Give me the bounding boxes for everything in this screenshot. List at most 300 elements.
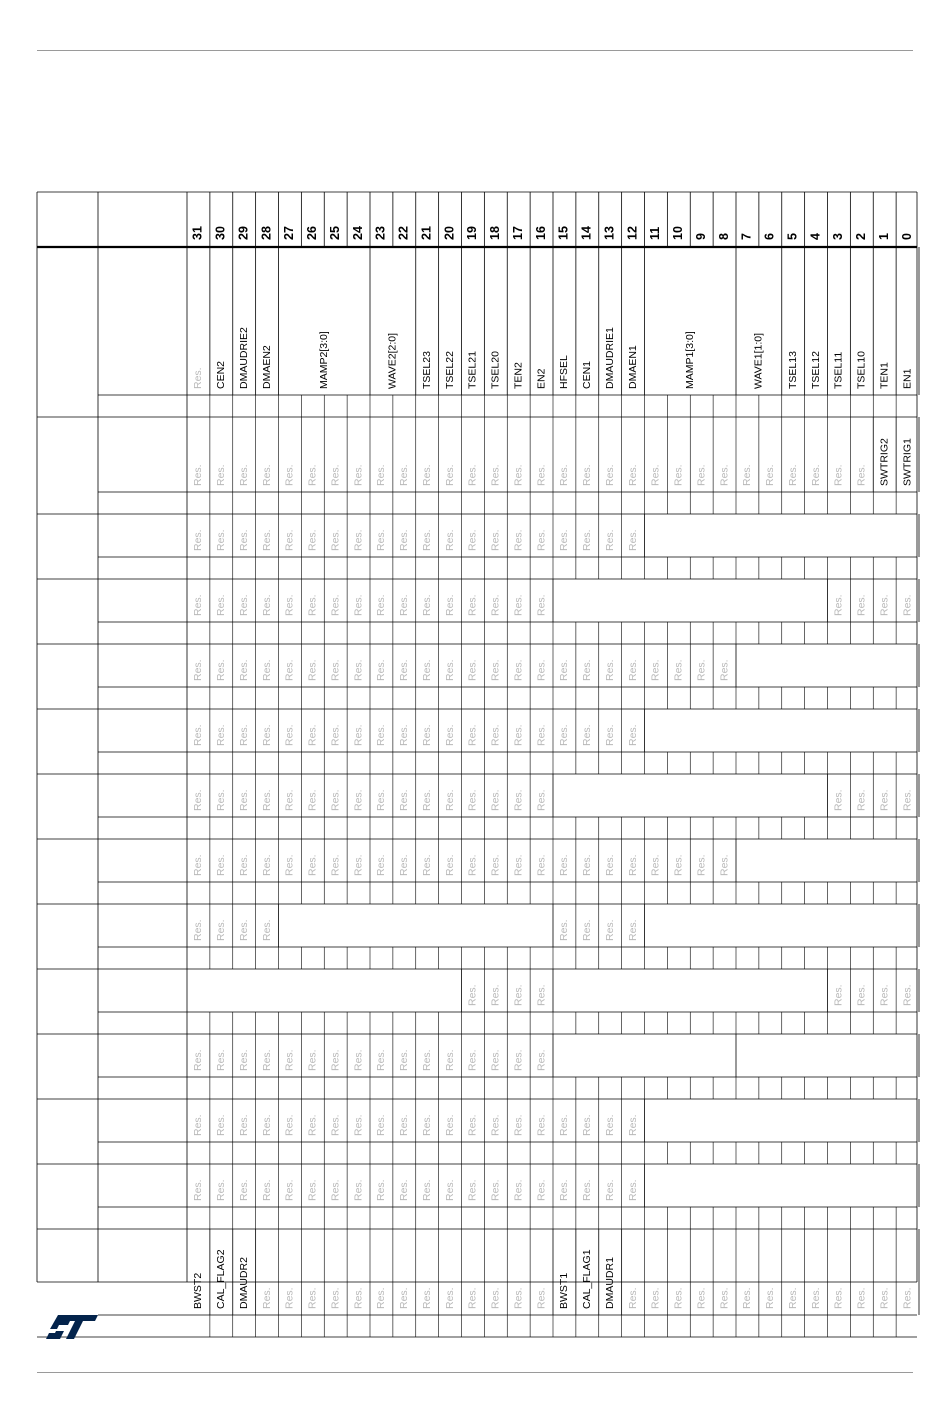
- reserved-bit-30: Res.: [215, 724, 228, 746]
- bit-number-28: 28: [259, 226, 274, 240]
- reserved-bit-17: Res.: [512, 854, 525, 876]
- reserved-bit-18: Res.: [489, 724, 502, 746]
- reserved-bit-21: Res.: [420, 1287, 433, 1309]
- reserved-bit-23: Res.: [375, 1114, 388, 1136]
- reserved-bit-18: Res.: [489, 789, 502, 811]
- reserved-bit-22: Res.: [398, 529, 411, 551]
- reserved-bit-2: Res.: [855, 1287, 868, 1309]
- reserved-bit-28: Res.: [260, 594, 273, 616]
- field-tsel10: TSEL10: [855, 351, 868, 389]
- field-cen1: CEN1: [581, 360, 594, 389]
- reserved-bit-21: Res.: [420, 1049, 433, 1071]
- st-logo-icon: [44, 1312, 100, 1342]
- field-en2: EN2: [535, 368, 548, 389]
- field-tsel12: TSEL12: [809, 351, 822, 389]
- reserved-bit-19: Res.: [466, 1114, 479, 1136]
- reserved-bit-22: Res.: [398, 1049, 411, 1071]
- reserved-bit-26: Res.: [306, 1049, 319, 1071]
- reserved-bit-20: Res.: [443, 659, 456, 681]
- reserved-bit-16: Res.: [535, 464, 548, 486]
- reserved-bit-16: Res.: [535, 984, 548, 1006]
- reserved-bit-22: Res.: [398, 1114, 411, 1136]
- reserved-bit-19: Res.: [466, 464, 479, 486]
- reserved-bit-16: Res.: [535, 1114, 548, 1136]
- field-dmaen1: DMAEN1: [626, 345, 639, 389]
- reserved-bit-13: Res.: [603, 919, 616, 941]
- reserved-bit-16: Res.: [535, 1049, 548, 1071]
- field-tsel13: TSEL13: [786, 351, 799, 389]
- header-rule: [37, 50, 913, 51]
- reserved-bit-24: Res.: [352, 1049, 365, 1071]
- reserved-bit-13: Res.: [603, 1179, 616, 1201]
- reserved-bit-14: Res.: [581, 529, 594, 551]
- reserved-bit-16: Res.: [535, 1179, 548, 1201]
- reserved-bit-21: Res.: [420, 659, 433, 681]
- reserved-bit-13: Res.: [603, 464, 616, 486]
- reserved-bit-3: Res.: [832, 789, 845, 811]
- reserved-bit-21: Res.: [420, 464, 433, 486]
- reserved-bit-23: Res.: [375, 464, 388, 486]
- reserved-bit-22: Res.: [398, 789, 411, 811]
- reserved-bit-31: Res.: [192, 854, 205, 876]
- reserved-bit-27: Res.: [283, 1049, 296, 1071]
- reserved-bit-27: Res.: [283, 724, 296, 746]
- bit-number-27: 27: [282, 226, 297, 240]
- reserved-bit-19: Res.: [466, 594, 479, 616]
- reserved-bit-16: Res.: [535, 724, 548, 746]
- reserved-bit-12: Res.: [626, 1287, 639, 1309]
- reserved-bit-18: Res.: [489, 1049, 502, 1071]
- reserved-bit-31: Res.: [192, 1114, 205, 1136]
- bit-number-13: 13: [602, 226, 617, 240]
- reserved-bit-3: Res.: [832, 464, 845, 486]
- reserved-bit-25: Res.: [329, 1287, 342, 1309]
- reserved-bit-2: Res.: [855, 789, 868, 811]
- reserved-bit-17: Res.: [512, 659, 525, 681]
- field-res: Res.: [192, 367, 205, 389]
- reserved-bit-16: Res.: [535, 594, 548, 616]
- reserved-bit-14: Res.: [581, 919, 594, 941]
- reserved-bit-30: Res.: [215, 789, 228, 811]
- bit-number-3: 3: [831, 233, 846, 240]
- reserved-bit-20: Res.: [443, 1114, 456, 1136]
- reserved-bit-16: Res.: [535, 529, 548, 551]
- reserved-bit-19: Res.: [466, 724, 479, 746]
- reserved-bit-14: Res.: [581, 1179, 594, 1201]
- reserved-bit-30: Res.: [215, 919, 228, 941]
- field-mamp2-3-0: MAMP2[3:0]: [318, 331, 331, 389]
- reserved-bit-15: Res.: [558, 854, 571, 876]
- reserved-bit-22: Res.: [398, 724, 411, 746]
- reserved-bit-28: Res.: [260, 789, 273, 811]
- bit-number-25: 25: [327, 226, 342, 240]
- reserved-bit-22: Res.: [398, 854, 411, 876]
- reserved-bit-24: Res.: [352, 529, 365, 551]
- field-cen2: CEN2: [215, 360, 228, 389]
- bit-number-7: 7: [739, 233, 754, 240]
- reserved-bit-15: Res.: [558, 919, 571, 941]
- reserved-bit-29: Res.: [237, 724, 250, 746]
- reserved-bit-3: Res.: [832, 594, 845, 616]
- reserved-bit-28: Res.: [260, 659, 273, 681]
- bit-number-24: 24: [350, 226, 365, 240]
- reserved-bit-31: Res.: [192, 1179, 205, 1201]
- reserved-bit-21: Res.: [420, 529, 433, 551]
- reserved-bit-20: Res.: [443, 789, 456, 811]
- reserved-bit-29: Res.: [237, 659, 250, 681]
- reserved-bit-20: Res.: [443, 529, 456, 551]
- footer-rule: [37, 1372, 913, 1373]
- reserved-bit-29: Res.: [237, 789, 250, 811]
- reserved-bit-30: Res.: [215, 1049, 228, 1071]
- bit-number-15: 15: [556, 226, 571, 240]
- reserved-bit-14: Res.: [581, 724, 594, 746]
- reserved-bit-20: Res.: [443, 1049, 456, 1071]
- reserved-bit-9: Res.: [695, 854, 708, 876]
- reserved-bit-17: Res.: [512, 594, 525, 616]
- reserved-bit-28: Res.: [260, 854, 273, 876]
- bit-number-16: 16: [533, 226, 548, 240]
- reserved-bit-30: Res.: [215, 594, 228, 616]
- reserved-bit-21: Res.: [420, 789, 433, 811]
- bit-number-10: 10: [671, 226, 686, 240]
- reserved-bit-11: Res.: [649, 659, 662, 681]
- reserved-bit-5: Res.: [786, 464, 799, 486]
- reserved-bit-19: Res.: [466, 659, 479, 681]
- reserved-bit-21: Res.: [420, 724, 433, 746]
- reserved-bit-7: Res.: [741, 464, 754, 486]
- reserved-bit-11: Res.: [649, 1287, 662, 1309]
- reserved-bit-24: Res.: [352, 659, 365, 681]
- reserved-bit-25: Res.: [329, 529, 342, 551]
- field-wave1-1-0: WAVE1[1:0]: [752, 332, 765, 389]
- bit-number-22: 22: [396, 226, 411, 240]
- reserved-bit-25: Res.: [329, 1179, 342, 1201]
- reserved-bit-22: Res.: [398, 659, 411, 681]
- reserved-bit-25: Res.: [329, 1049, 342, 1071]
- bit-number-8: 8: [716, 233, 731, 240]
- field-tsel23: TSEL23: [420, 351, 433, 389]
- reserved-bit-9: Res.: [695, 659, 708, 681]
- field-tsel20: TSEL20: [489, 351, 502, 389]
- reserved-bit-18: Res.: [489, 984, 502, 1006]
- reserved-bit-14: Res.: [581, 659, 594, 681]
- reserved-bit-24: Res.: [352, 724, 365, 746]
- field-ten1: TEN1: [878, 362, 891, 389]
- field-mamp1-3-0: MAMP1[3:0]: [684, 331, 697, 389]
- reserved-bit-15: Res.: [558, 724, 571, 746]
- reserved-bit-30: Res.: [215, 854, 228, 876]
- reserved-bit-15: Res.: [558, 464, 571, 486]
- reserved-bit-17: Res.: [512, 1287, 525, 1309]
- reserved-bit-30: Res.: [215, 659, 228, 681]
- bit-number-23: 23: [373, 226, 388, 240]
- reserved-bit-18: Res.: [489, 529, 502, 551]
- reserved-bit-16: Res.: [535, 789, 548, 811]
- reserved-bit-31: Res.: [192, 724, 205, 746]
- field-dmaudrie1: DMAUDRIE1: [603, 327, 616, 389]
- reserved-bit-18: Res.: [489, 659, 502, 681]
- reserved-bit-17: Res.: [512, 464, 525, 486]
- reserved-bit-20: Res.: [443, 724, 456, 746]
- reserved-bit-4: Res.: [809, 1287, 822, 1309]
- reserved-bit-24: Res.: [352, 1287, 365, 1309]
- reserved-bit-30: Res.: [215, 529, 228, 551]
- reserved-bit-28: Res.: [260, 1049, 273, 1071]
- reserved-bit-25: Res.: [329, 854, 342, 876]
- reserved-bit-24: Res.: [352, 594, 365, 616]
- reserved-bit-29: Res.: [237, 594, 250, 616]
- bit-number-12: 12: [625, 226, 640, 240]
- field-cal-flag1: CAL_FLAG1: [581, 1249, 594, 1309]
- reserved-bit-26: Res.: [306, 1114, 319, 1136]
- bit-number-5: 5: [785, 233, 800, 240]
- field-tsel22: TSEL22: [443, 351, 456, 389]
- reserved-bit-16: Res.: [535, 659, 548, 681]
- reserved-bit-23: Res.: [375, 594, 388, 616]
- reserved-bit-23: Res.: [375, 1179, 388, 1201]
- bit-number-29: 29: [236, 226, 251, 240]
- bit-number-17: 17: [510, 226, 525, 240]
- reserved-bit-22: Res.: [398, 1287, 411, 1309]
- reserved-bit-1: Res.: [878, 1287, 891, 1309]
- reserved-bit-2: Res.: [855, 464, 868, 486]
- reserved-bit-27: Res.: [283, 789, 296, 811]
- reserved-bit-18: Res.: [489, 854, 502, 876]
- reserved-bit-0: Res.: [901, 1287, 914, 1309]
- field-dmaudrie2: DMAUDRIE2: [237, 327, 250, 389]
- reserved-bit-17: Res.: [512, 724, 525, 746]
- reserved-bit-20: Res.: [443, 854, 456, 876]
- reserved-bit-19: Res.: [466, 1049, 479, 1071]
- reserved-bit-3: Res.: [832, 984, 845, 1006]
- field-dmaen2: DMAEN2: [260, 345, 273, 389]
- bit-number-31: 31: [190, 226, 205, 240]
- reserved-bit-29: Res.: [237, 1114, 250, 1136]
- reserved-bit-28: Res.: [260, 529, 273, 551]
- reserved-bit-24: Res.: [352, 854, 365, 876]
- reserved-bit-30: Res.: [215, 1179, 228, 1201]
- reserved-bit-13: Res.: [603, 724, 616, 746]
- bit-number-11: 11: [648, 226, 663, 240]
- reserved-bit-18: Res.: [489, 594, 502, 616]
- reserved-bit-28: Res.: [260, 1179, 273, 1201]
- reserved-bit-17: Res.: [512, 529, 525, 551]
- reserved-bit-22: Res.: [398, 1179, 411, 1201]
- bit-number-18: 18: [488, 226, 503, 240]
- bit-number-26: 26: [305, 226, 320, 240]
- reserved-bit-7: Res.: [741, 1287, 754, 1309]
- reserved-bit-3: Res.: [832, 1287, 845, 1309]
- reserved-bit-26: Res.: [306, 1287, 319, 1309]
- reserved-bit-18: Res.: [489, 464, 502, 486]
- reserved-bit-11: Res.: [649, 854, 662, 876]
- reserved-bit-13: Res.: [603, 854, 616, 876]
- reserved-bit-29: Res.: [237, 1049, 250, 1071]
- reserved-bit-10: Res.: [672, 1287, 685, 1309]
- reserved-bit-23: Res.: [375, 659, 388, 681]
- field-cal-flag2: CAL_FLAG2: [215, 1249, 228, 1309]
- reserved-bit-23: Res.: [375, 529, 388, 551]
- reserved-bit-12: Res.: [626, 724, 639, 746]
- reserved-bit-5: Res.: [786, 1287, 799, 1309]
- reserved-bit-13: Res.: [603, 529, 616, 551]
- reserved-bit-13: Res.: [603, 1114, 616, 1136]
- field-dmaudr1: DMAUDR1: [603, 1257, 616, 1309]
- reserved-bit-20: Res.: [443, 594, 456, 616]
- register-map-table: [37, 192, 917, 1309]
- bit-number-19: 19: [465, 226, 480, 240]
- reserved-bit-26: Res.: [306, 659, 319, 681]
- reserved-bit-19: Res.: [466, 789, 479, 811]
- reserved-bit-29: Res.: [237, 919, 250, 941]
- reserved-bit-16: Res.: [535, 854, 548, 876]
- reserved-bit-27: Res.: [283, 854, 296, 876]
- bit-number-20: 20: [442, 226, 457, 240]
- reserved-bit-31: Res.: [192, 919, 205, 941]
- reserved-bit-23: Res.: [375, 724, 388, 746]
- reserved-bit-10: Res.: [672, 854, 685, 876]
- reserved-bit-20: Res.: [443, 1179, 456, 1201]
- reserved-bit-31: Res.: [192, 789, 205, 811]
- reserved-bit-15: Res.: [558, 1114, 571, 1136]
- reserved-bit-27: Res.: [283, 1287, 296, 1309]
- reserved-bit-13: Res.: [603, 659, 616, 681]
- reserved-bit-27: Res.: [283, 1179, 296, 1201]
- reserved-bit-17: Res.: [512, 984, 525, 1006]
- bit-number-0: 0: [899, 233, 914, 240]
- reserved-bit-6: Res.: [764, 1287, 777, 1309]
- reserved-bit-27: Res.: [283, 529, 296, 551]
- reserved-bit-23: Res.: [375, 1287, 388, 1309]
- reserved-bit-29: Res.: [237, 464, 250, 486]
- reserved-bit-31: Res.: [192, 529, 205, 551]
- reserved-bit-12: Res.: [626, 659, 639, 681]
- reserved-bit-28: Res.: [260, 1287, 273, 1309]
- reserved-bit-22: Res.: [398, 594, 411, 616]
- reserved-bit-14: Res.: [581, 854, 594, 876]
- reserved-bit-21: Res.: [420, 854, 433, 876]
- reserved-bit-26: Res.: [306, 789, 319, 811]
- field-hfsel: HFSEL: [558, 355, 571, 389]
- bit-number-2: 2: [854, 233, 869, 240]
- reserved-bit-30: Res.: [215, 464, 228, 486]
- reserved-bit-15: Res.: [558, 529, 571, 551]
- reserved-bit-26: Res.: [306, 529, 319, 551]
- field-swtrig1: SWTRIG1: [901, 438, 914, 486]
- reserved-bit-18: Res.: [489, 1287, 502, 1309]
- reserved-bit-4: Res.: [809, 464, 822, 486]
- field-bwst1: BWST1: [558, 1272, 571, 1309]
- field-ten2: TEN2: [512, 362, 525, 389]
- reserved-bit-14: Res.: [581, 464, 594, 486]
- reserved-bit-28: Res.: [260, 919, 273, 941]
- reserved-bit-24: Res.: [352, 789, 365, 811]
- reserved-bit-12: Res.: [626, 854, 639, 876]
- reserved-bit-23: Res.: [375, 854, 388, 876]
- reserved-bit-25: Res.: [329, 594, 342, 616]
- reserved-bit-29: Res.: [237, 1179, 250, 1201]
- reserved-bit-19: Res.: [466, 1287, 479, 1309]
- reserved-bit-16: Res.: [535, 1287, 548, 1309]
- reserved-bit-17: Res.: [512, 1179, 525, 1201]
- reserved-bit-10: Res.: [672, 464, 685, 486]
- field-en1: EN1: [901, 368, 914, 389]
- reserved-bit-28: Res.: [260, 464, 273, 486]
- field-swtrig2: SWTRIG2: [878, 438, 891, 486]
- reserved-bit-8: Res.: [718, 464, 731, 486]
- reserved-bit-0: Res.: [901, 984, 914, 1006]
- reserved-bit-12: Res.: [626, 464, 639, 486]
- reserved-bit-20: Res.: [443, 1287, 456, 1309]
- reserved-bit-14: Res.: [581, 1114, 594, 1136]
- reserved-bit-26: Res.: [306, 594, 319, 616]
- reserved-bit-6: Res.: [764, 464, 777, 486]
- reserved-bit-11: Res.: [649, 464, 662, 486]
- reserved-bit-24: Res.: [352, 464, 365, 486]
- reserved-bit-26: Res.: [306, 1179, 319, 1201]
- reserved-bit-24: Res.: [352, 1179, 365, 1201]
- reserved-bit-19: Res.: [466, 984, 479, 1006]
- bit-number-1: 1: [876, 233, 891, 240]
- reserved-bit-27: Res.: [283, 594, 296, 616]
- reserved-bit-8: Res.: [718, 854, 731, 876]
- reserved-bit-17: Res.: [512, 1049, 525, 1071]
- reserved-bit-19: Res.: [466, 854, 479, 876]
- reserved-bit-12: Res.: [626, 919, 639, 941]
- reserved-bit-1: Res.: [878, 789, 891, 811]
- bit-number-21: 21: [419, 226, 434, 240]
- reserved-bit-27: Res.: [283, 659, 296, 681]
- reserved-bit-2: Res.: [855, 984, 868, 1006]
- reserved-bit-25: Res.: [329, 464, 342, 486]
- reserved-bit-8: Res.: [718, 1287, 731, 1309]
- reserved-bit-12: Res.: [626, 1114, 639, 1136]
- reserved-bit-29: Res.: [237, 854, 250, 876]
- reserved-bit-28: Res.: [260, 724, 273, 746]
- reserved-bit-21: Res.: [420, 594, 433, 616]
- reserved-bit-22: Res.: [398, 464, 411, 486]
- reserved-bit-2: Res.: [855, 594, 868, 616]
- reserved-bit-19: Res.: [466, 1179, 479, 1201]
- reserved-bit-0: Res.: [901, 594, 914, 616]
- reserved-bit-23: Res.: [375, 1049, 388, 1071]
- reserved-bit-15: Res.: [558, 1179, 571, 1201]
- reserved-bit-20: Res.: [443, 464, 456, 486]
- reserved-bit-23: Res.: [375, 789, 388, 811]
- reserved-bit-25: Res.: [329, 789, 342, 811]
- reserved-bit-27: Res.: [283, 464, 296, 486]
- reserved-bit-17: Res.: [512, 1114, 525, 1136]
- reserved-bit-30: Res.: [215, 1114, 228, 1136]
- reserved-bit-18: Res.: [489, 1114, 502, 1136]
- field-tsel11: TSEL11: [832, 351, 845, 389]
- reserved-bit-18: Res.: [489, 1179, 502, 1201]
- reserved-bit-31: Res.: [192, 659, 205, 681]
- reserved-bit-8: Res.: [718, 659, 731, 681]
- reserved-bit-25: Res.: [329, 659, 342, 681]
- reserved-bit-21: Res.: [420, 1114, 433, 1136]
- bit-number-14: 14: [579, 226, 594, 240]
- bit-number-30: 30: [213, 226, 228, 240]
- reserved-bit-17: Res.: [512, 789, 525, 811]
- reserved-bit-31: Res.: [192, 1049, 205, 1071]
- reserved-bit-26: Res.: [306, 854, 319, 876]
- reserved-bit-0: Res.: [901, 789, 914, 811]
- reserved-bit-9: Res.: [695, 1287, 708, 1309]
- reserved-bit-12: Res.: [626, 529, 639, 551]
- bit-number-9: 9: [693, 233, 708, 240]
